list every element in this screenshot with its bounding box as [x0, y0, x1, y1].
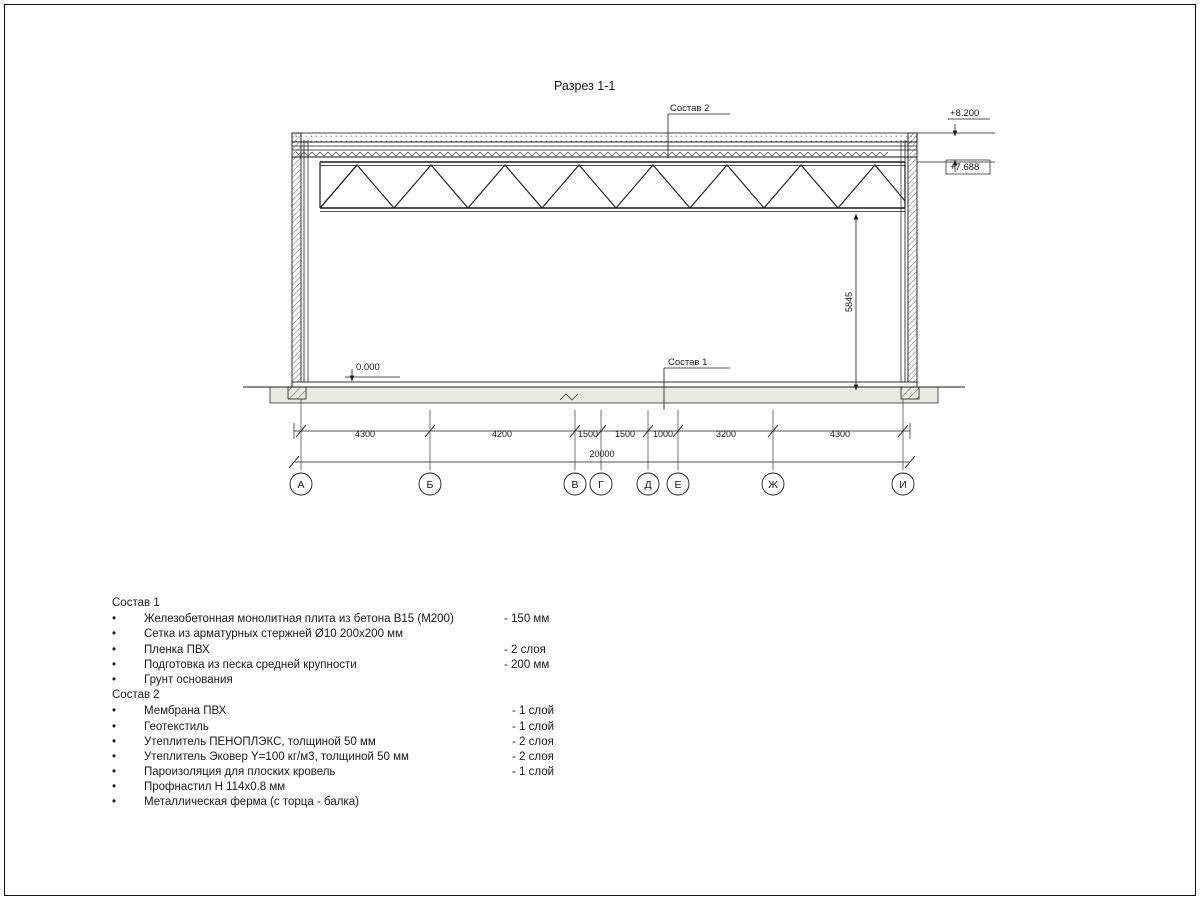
spec1-item-4	[112, 673, 732, 688]
spec1-item-1-text: Сетка из арматурных стержней Ø10 200х200 мм	[144, 628, 403, 641]
sand-preparation	[270, 387, 938, 403]
axis-label-5: Е	[674, 479, 682, 491]
spec1-item-3-text: Подготовка из песка средней крупности	[144, 658, 357, 671]
overall-dimension-label: 20000	[589, 449, 615, 459]
spec1-item-3-value: - 200 мм	[504, 658, 550, 671]
bullet-icon: •	[112, 720, 117, 733]
spec1-item-2-text: Пленка ПВХ	[144, 643, 210, 656]
spec1-item-2	[112, 643, 732, 658]
spec2-item-1-text: Геотекстиль	[144, 720, 209, 733]
right-wall	[908, 133, 917, 385]
bullet-icon: •	[112, 628, 117, 641]
bullet-icon: •	[112, 735, 117, 748]
spec1-item-0-text: Железобетонная монолитная плита из бетона В15 (М200)	[144, 613, 454, 626]
axis-label-3: Г	[598, 479, 604, 491]
spec2-item-4-value: - 1 слой	[512, 766, 555, 779]
bullet-icon: •	[112, 613, 117, 626]
drawing-title: Разрез 1-1	[554, 79, 616, 93]
dimension-segment-0: 4300	[354, 429, 376, 439]
spec2-item-2	[112, 735, 732, 750]
profiled-decking	[296, 152, 888, 156]
left-wall	[292, 133, 301, 385]
bullet-icon: •	[112, 673, 117, 686]
spec1-item-0-value: - 150 мм	[504, 613, 550, 626]
level-mark-top: +8.200	[950, 108, 980, 119]
bullet-icon: •	[112, 766, 117, 779]
spec2-item-0	[112, 704, 732, 719]
spec2-item-4	[112, 765, 732, 780]
dimension-segment-1: 4200	[491, 429, 513, 439]
spec2-item-5-text: Профнастил Н 114х0.8 мм	[144, 781, 286, 794]
specifications-block	[112, 596, 732, 811]
right-foundation	[901, 387, 919, 399]
composition1-leader-label: Состав 1	[668, 357, 708, 368]
axis-label-6: Ж	[768, 479, 778, 491]
axis-label-7: И	[899, 479, 907, 491]
spec2-item-2-value: - 2 слоя	[512, 735, 554, 748]
dimension-segment-4: 1000	[652, 429, 674, 439]
bullet-icon: •	[112, 705, 117, 718]
spec1-item-0	[112, 612, 732, 627]
spec1-title: Состав 1	[112, 597, 160, 609]
truss-web-members	[320, 165, 905, 208]
level-mark-zero: 0.000	[356, 362, 380, 373]
axis-extension-lines	[301, 399, 903, 470]
spec2-item-1	[112, 720, 732, 735]
bullet-icon: •	[112, 658, 117, 671]
spec2-item-5	[112, 780, 732, 795]
spec1-item-3	[112, 658, 732, 673]
spec2-item-6-text: Металлическая ферма (с торца - балка)	[144, 796, 359, 809]
dimension-segment-3: 1500	[614, 429, 636, 439]
spec2-item-3-text: Утеплитель Эковер Y=100 кг/м3, толщиной 50 мм	[144, 750, 409, 763]
spec2-item-4-text: Пароизоляция для плоских кровель	[144, 766, 336, 779]
axis-bubbles	[290, 473, 914, 495]
spec2-item-3-value: - 2 слоя	[512, 750, 554, 763]
spec2-item-2-text: Утеплитель ПЕНОПЛЭКС, толщиной 50 мм	[144, 735, 376, 748]
level-mark-truss: +7.688	[950, 162, 980, 173]
bullet-icon: •	[112, 750, 117, 763]
dimension-segment-5: 3200	[715, 429, 737, 439]
dimension-segment-2: 1500	[577, 429, 599, 439]
height-dimension-label: 5845	[844, 291, 854, 313]
spec1-item-2-value: - 2 слоя	[504, 643, 546, 656]
dimension-segment-6: 4300	[829, 429, 851, 439]
spec2-item-1-value: - 1 слой	[512, 720, 555, 733]
bullet-icon: •	[112, 781, 117, 794]
spec2-item-0-text: Мембрана ПВХ	[144, 705, 227, 718]
spec1-item-1	[112, 627, 732, 642]
spec1-item-4-text: Грунт основания	[144, 673, 233, 686]
left-foundation	[288, 387, 306, 399]
spec2-item-6	[112, 795, 732, 810]
roof-buildup-layer	[292, 133, 917, 142]
axis-label-2: В	[571, 479, 579, 491]
spec2-item-0-value: - 1 слой	[512, 705, 555, 718]
bullet-icon: •	[112, 796, 117, 809]
composition2-leader-label: Состав 2	[670, 103, 710, 114]
bullet-icon: •	[112, 643, 117, 656]
axis-label-1: Б	[426, 479, 434, 491]
spec2-item-3	[112, 750, 732, 765]
axis-label-0: А	[297, 479, 305, 491]
spec2-title: Состав 2	[112, 689, 160, 702]
axis-label-4: Д	[644, 479, 652, 491]
floor-slab	[292, 382, 917, 387]
